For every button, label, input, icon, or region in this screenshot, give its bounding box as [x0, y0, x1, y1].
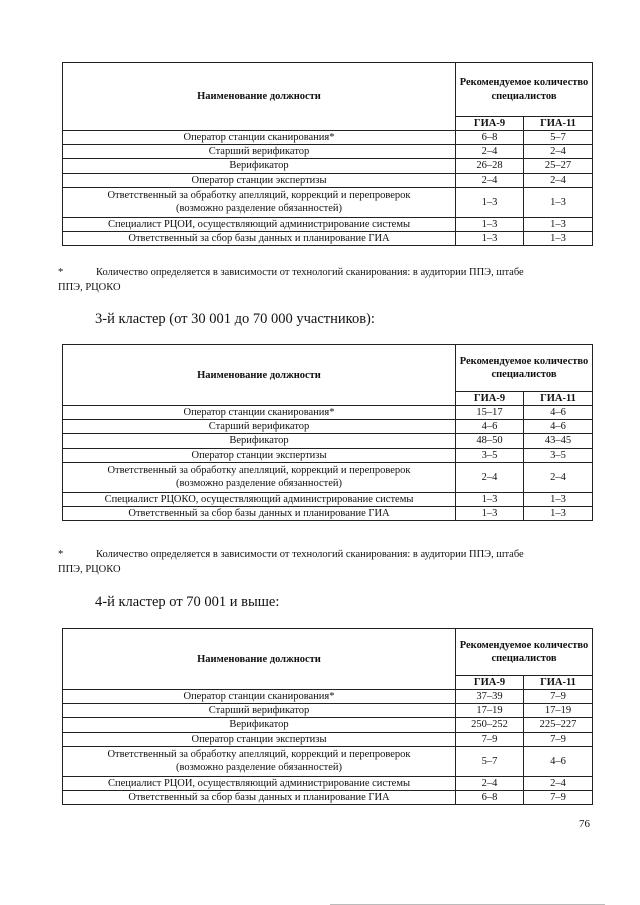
- position-column-header: Наименование должности: [63, 63, 456, 131]
- gia9-value: 1–3: [456, 217, 524, 231]
- position-name: Оператор станции экспертизы: [63, 173, 456, 187]
- gia11-value: 2–4: [524, 173, 593, 187]
- gia11-value: 43–45: [524, 434, 593, 448]
- gia11-value: 25–27: [524, 159, 593, 173]
- gia9-header: ГИА-9: [456, 117, 524, 131]
- position-name: Оператор станции сканирования*: [63, 131, 456, 145]
- gia9-value: 2–4: [456, 145, 524, 159]
- table-row: [63, 145, 593, 159]
- footnote: [58, 265, 598, 295]
- position-name-line1: Ответственный за обработку апелляций, коррекций и перепроверок: [107, 190, 411, 201]
- gia11-value: 1–3: [524, 506, 593, 520]
- gia9-value: 37–39: [456, 690, 524, 704]
- gia9-value: 2–4: [456, 462, 524, 492]
- gia11-value: 7–9: [524, 790, 593, 804]
- table-row: [63, 434, 593, 448]
- gia9-value: 6–8: [456, 790, 524, 804]
- table-row: [63, 718, 593, 732]
- table-row: [63, 217, 593, 231]
- table-row: [63, 448, 593, 462]
- table-row: [63, 746, 593, 776]
- position-name: Ответственный за сбор базы данных и планирование ГИА: [63, 790, 456, 804]
- gia11-value: 1–3: [524, 217, 593, 231]
- cluster3-heading: 3-й кластер (от 30 001 до 70 000 участников):: [95, 311, 375, 327]
- position-name: Специалист РЦОИ, осуществляющий администрирование системы: [63, 217, 456, 231]
- gia11-value: 1–3: [524, 231, 593, 245]
- gia11-value: 7–9: [524, 732, 593, 746]
- position-name: Старший верификатор: [63, 704, 456, 718]
- gia9-value: 250–252: [456, 718, 524, 732]
- gia11-value: 7–9: [524, 690, 593, 704]
- gia11-value: 2–4: [524, 776, 593, 790]
- gia9-value: 2–4: [456, 776, 524, 790]
- gia9-value: 6–8: [456, 131, 524, 145]
- table-header-row: [63, 629, 593, 676]
- position-name: Верификатор: [63, 159, 456, 173]
- footnote-line2: ППЭ, РЦОКО: [58, 564, 121, 575]
- recommended-count-header: Рекомендуемое количество специалистов: [456, 345, 593, 392]
- table-row: [63, 462, 593, 492]
- position-column-header: Наименование должности: [63, 629, 456, 690]
- table-row: [63, 131, 593, 145]
- position-name: Старший верификатор: [63, 420, 456, 434]
- gia11-value: 17–19: [524, 704, 593, 718]
- gia11-value: 1–3: [524, 187, 593, 217]
- gia11-value: 4–6: [524, 746, 593, 776]
- recommended-count-header: Рекомендуемое количество специалистов: [456, 63, 593, 117]
- gia9-value: 48–50: [456, 434, 524, 448]
- position-name: Верификатор: [63, 718, 456, 732]
- table-row: [63, 173, 593, 187]
- table-row: [63, 159, 593, 173]
- position-name: Специалист РЦОИ, осуществляющий администрирование системы: [63, 776, 456, 790]
- footnote-line2: ППЭ, РЦОКО: [58, 282, 121, 293]
- position-name-line1: Ответственный за обработку апелляций, коррекций и перепроверок: [107, 465, 411, 476]
- gia11-value: 5–7: [524, 131, 593, 145]
- gia11-value: 1–3: [524, 492, 593, 506]
- table-header-row: [63, 63, 593, 117]
- page-number: 76: [579, 818, 590, 830]
- position-name-line2: (возможно разделение обязанностей): [175, 203, 343, 215]
- position-name: Ответственный за сбор базы данных и планирование ГИА: [63, 231, 456, 245]
- table-header-row: [63, 345, 593, 392]
- gia9-value: 7–9: [456, 732, 524, 746]
- position-name-line2: (возможно разделение обязанностей): [175, 762, 343, 774]
- staff-table-2: [62, 344, 593, 521]
- gia9-value: 3–5: [456, 448, 524, 462]
- staff-table-3: [62, 628, 593, 805]
- position-name: [63, 187, 456, 217]
- position-name: Старший верификатор: [63, 145, 456, 159]
- table-row: [63, 420, 593, 434]
- gia11-value: 2–4: [524, 145, 593, 159]
- gia11-value: 4–6: [524, 420, 593, 434]
- position-name-line2: (возможно разделение обязанностей): [175, 478, 343, 490]
- position-name: Оператор станции сканирования*: [63, 690, 456, 704]
- gia9-value: 1–3: [456, 506, 524, 520]
- position-column-header: Наименование должности: [63, 345, 456, 406]
- footnote-line1: Количество определяется в зависимости от технологий сканирования: в аудитории ППЭ, штабе: [96, 549, 524, 560]
- gia11-value: 225–227: [524, 718, 593, 732]
- footnote-line1: Количество определяется в зависимости от технологий сканирования: в аудитории ППЭ, штабе: [96, 267, 524, 278]
- table-row: [63, 790, 593, 804]
- gia9-value: 4–6: [456, 420, 524, 434]
- position-name: Оператор станции сканирования*: [63, 406, 456, 420]
- gia11-value: 2–4: [524, 462, 593, 492]
- position-name: Специалист РЦОКО, осуществляющий администрирование системы: [63, 492, 456, 506]
- position-name: Верификатор: [63, 434, 456, 448]
- gia9-value: 1–3: [456, 492, 524, 506]
- table-row: [63, 704, 593, 718]
- gia9-value: 2–4: [456, 173, 524, 187]
- gia11-header: ГИА-11: [524, 392, 593, 406]
- gia11-value: 3–5: [524, 448, 593, 462]
- table-row: [63, 732, 593, 746]
- gia9-value: 26–28: [456, 159, 524, 173]
- footnote-mark: *: [58, 267, 64, 278]
- gia11-value: 4–6: [524, 406, 593, 420]
- gia9-value: 15–17: [456, 406, 524, 420]
- cluster4-heading: 4-й кластер от 70 001 и выше:: [95, 594, 280, 610]
- gia11-header: ГИА-11: [524, 676, 593, 690]
- gia9-value: 5–7: [456, 746, 524, 776]
- table-row: [63, 776, 593, 790]
- table-row: [63, 187, 593, 217]
- gia9-value: 1–3: [456, 231, 524, 245]
- footnote: [58, 547, 598, 577]
- position-name: Ответственный за сбор базы данных и планирование ГИА: [63, 506, 456, 520]
- table-row: [63, 406, 593, 420]
- table-row: [63, 231, 593, 245]
- recommended-count-header: Рекомендуемое количество специалистов: [456, 629, 593, 676]
- footnote-mark: *: [58, 549, 64, 560]
- position-name: Оператор станции экспертизы: [63, 732, 456, 746]
- gia11-header: ГИА-11: [524, 117, 593, 131]
- table-row: [63, 506, 593, 520]
- table-row: [63, 690, 593, 704]
- position-name: [63, 746, 456, 776]
- staff-table-1: [62, 62, 593, 246]
- gia9-value: 1–3: [456, 187, 524, 217]
- gia9-header: ГИА-9: [456, 392, 524, 406]
- position-name: Оператор станции экспертизы: [63, 448, 456, 462]
- gia9-value: 17–19: [456, 704, 524, 718]
- table-row: [63, 492, 593, 506]
- position-name: [63, 462, 456, 492]
- position-name-line1: Ответственный за обработку апелляций, коррекций и перепроверок: [107, 749, 411, 760]
- gia9-header: ГИА-9: [456, 676, 524, 690]
